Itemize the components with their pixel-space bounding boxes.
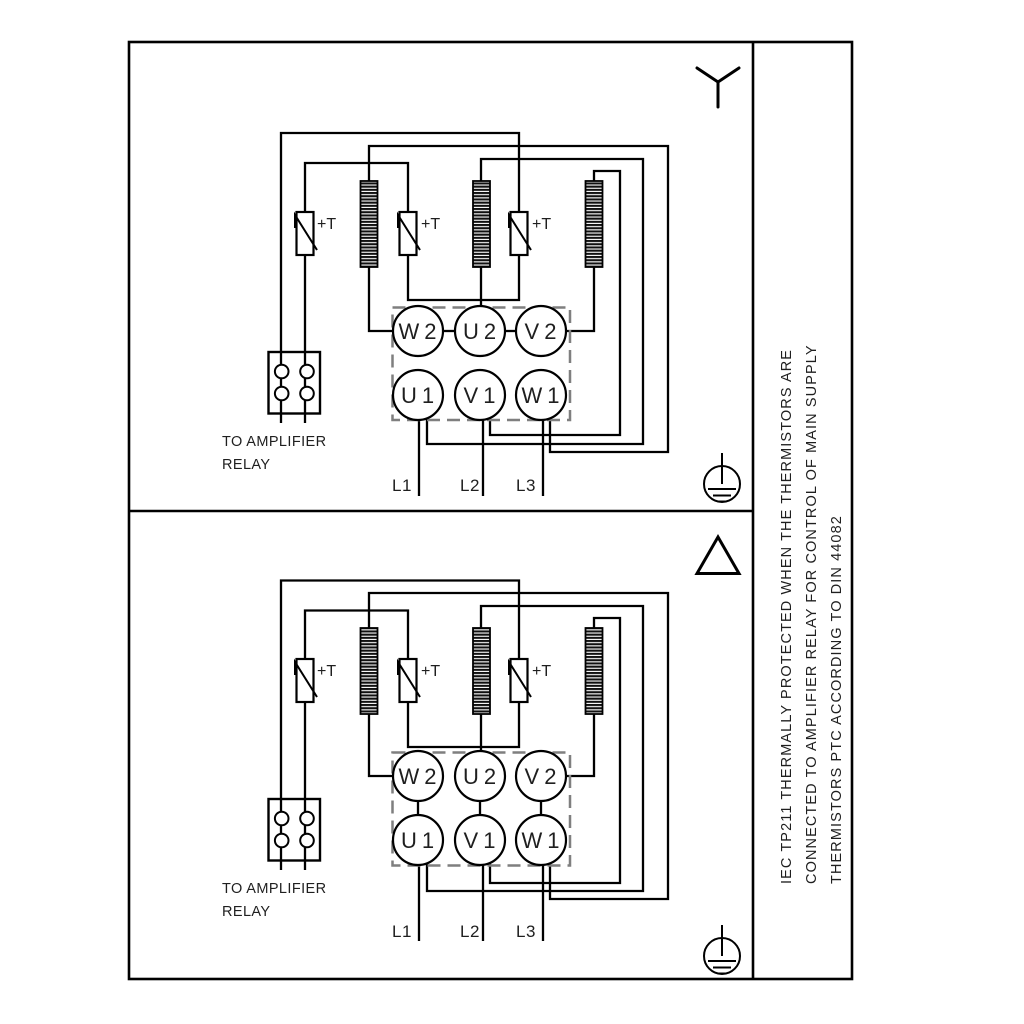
protective-earth-icon xyxy=(704,925,740,974)
winding-icon xyxy=(361,628,378,714)
supply-label-L1: L1 xyxy=(392,476,412,495)
thermistors xyxy=(295,659,551,702)
terminal-label: V1 xyxy=(463,828,501,853)
supply-label-L3: L3 xyxy=(516,476,536,495)
terminal-label: U1 xyxy=(400,383,440,408)
supply-label-L1: L1 xyxy=(392,922,412,941)
terminal-label: W2 xyxy=(398,319,442,344)
side-note xyxy=(779,344,845,884)
terminal-label: U2 xyxy=(462,319,502,344)
terminal-label: V1 xyxy=(463,383,501,408)
thermistors xyxy=(295,212,551,255)
thermistor-label: +T xyxy=(532,663,552,680)
relay-hole xyxy=(300,812,314,826)
relay-caption-line1: TO AMPLIFIER xyxy=(222,434,327,450)
thermistor-icon xyxy=(509,659,531,702)
thermistor-label: +T xyxy=(421,216,441,233)
terminal-label: V2 xyxy=(524,764,562,789)
relay-caption-line2: RELAY xyxy=(222,457,271,473)
thermistor-label: +T xyxy=(317,663,337,680)
winding-icon xyxy=(473,181,490,267)
terminal-label: W1 xyxy=(521,828,565,853)
supply-label-L3: L3 xyxy=(516,922,536,941)
relay-hole xyxy=(300,387,314,401)
thermistor-icon xyxy=(295,212,317,255)
relay-caption-line1: TO AMPLIFIER xyxy=(222,881,327,897)
winding-icon xyxy=(586,181,603,267)
star-connection-icon xyxy=(697,68,739,107)
relay-hole xyxy=(275,834,289,848)
relay-caption-line2: RELAY xyxy=(222,904,271,920)
terminal-board xyxy=(393,306,571,420)
terminal-label: V2 xyxy=(524,319,562,344)
winding-icon xyxy=(586,628,603,714)
thermistor-label: +T xyxy=(317,216,337,233)
side-note-line3: THERMISTORS PTC ACCORDING TO DIN 44082 xyxy=(829,515,845,884)
winding-icon xyxy=(473,628,490,714)
side-note-line2: CONNECTED TO AMPLIFIER RELAY FOR CONTROL OF MAIN SUPPLY xyxy=(804,344,820,884)
relay-terminal-block xyxy=(269,799,321,861)
protective-earth-icon xyxy=(704,453,740,502)
delta-connection-icon xyxy=(697,537,739,574)
relay-terminal-block xyxy=(269,352,321,414)
terminal-label: U2 xyxy=(462,764,502,789)
thermistor-icon xyxy=(295,659,317,702)
terminal-label: W1 xyxy=(521,383,565,408)
terminal-label: W2 xyxy=(398,764,442,789)
relay-hole xyxy=(275,387,289,401)
terminal-label: U1 xyxy=(400,828,440,853)
side-note-line1: IEC TP211 THERMALLY PROTECTED WHEN THE THERMISTORS ARE xyxy=(779,348,795,884)
supply-label-L2: L2 xyxy=(460,922,480,941)
thermistor-icon xyxy=(509,212,531,255)
motor-windings xyxy=(361,628,603,714)
supply-label-L2: L2 xyxy=(460,476,480,495)
motor-windings xyxy=(361,181,603,267)
relay-hole xyxy=(275,812,289,826)
thermistor-icon xyxy=(398,659,420,702)
thermistor-label: +T xyxy=(532,216,552,233)
relay-hole xyxy=(300,834,314,848)
delta-panel xyxy=(222,537,740,974)
thermistor-label: +T xyxy=(421,663,441,680)
winding-icon xyxy=(361,181,378,267)
star-panel xyxy=(222,68,740,502)
relay-hole xyxy=(300,365,314,379)
relay-hole xyxy=(275,365,289,379)
thermistor-icon xyxy=(398,212,420,255)
